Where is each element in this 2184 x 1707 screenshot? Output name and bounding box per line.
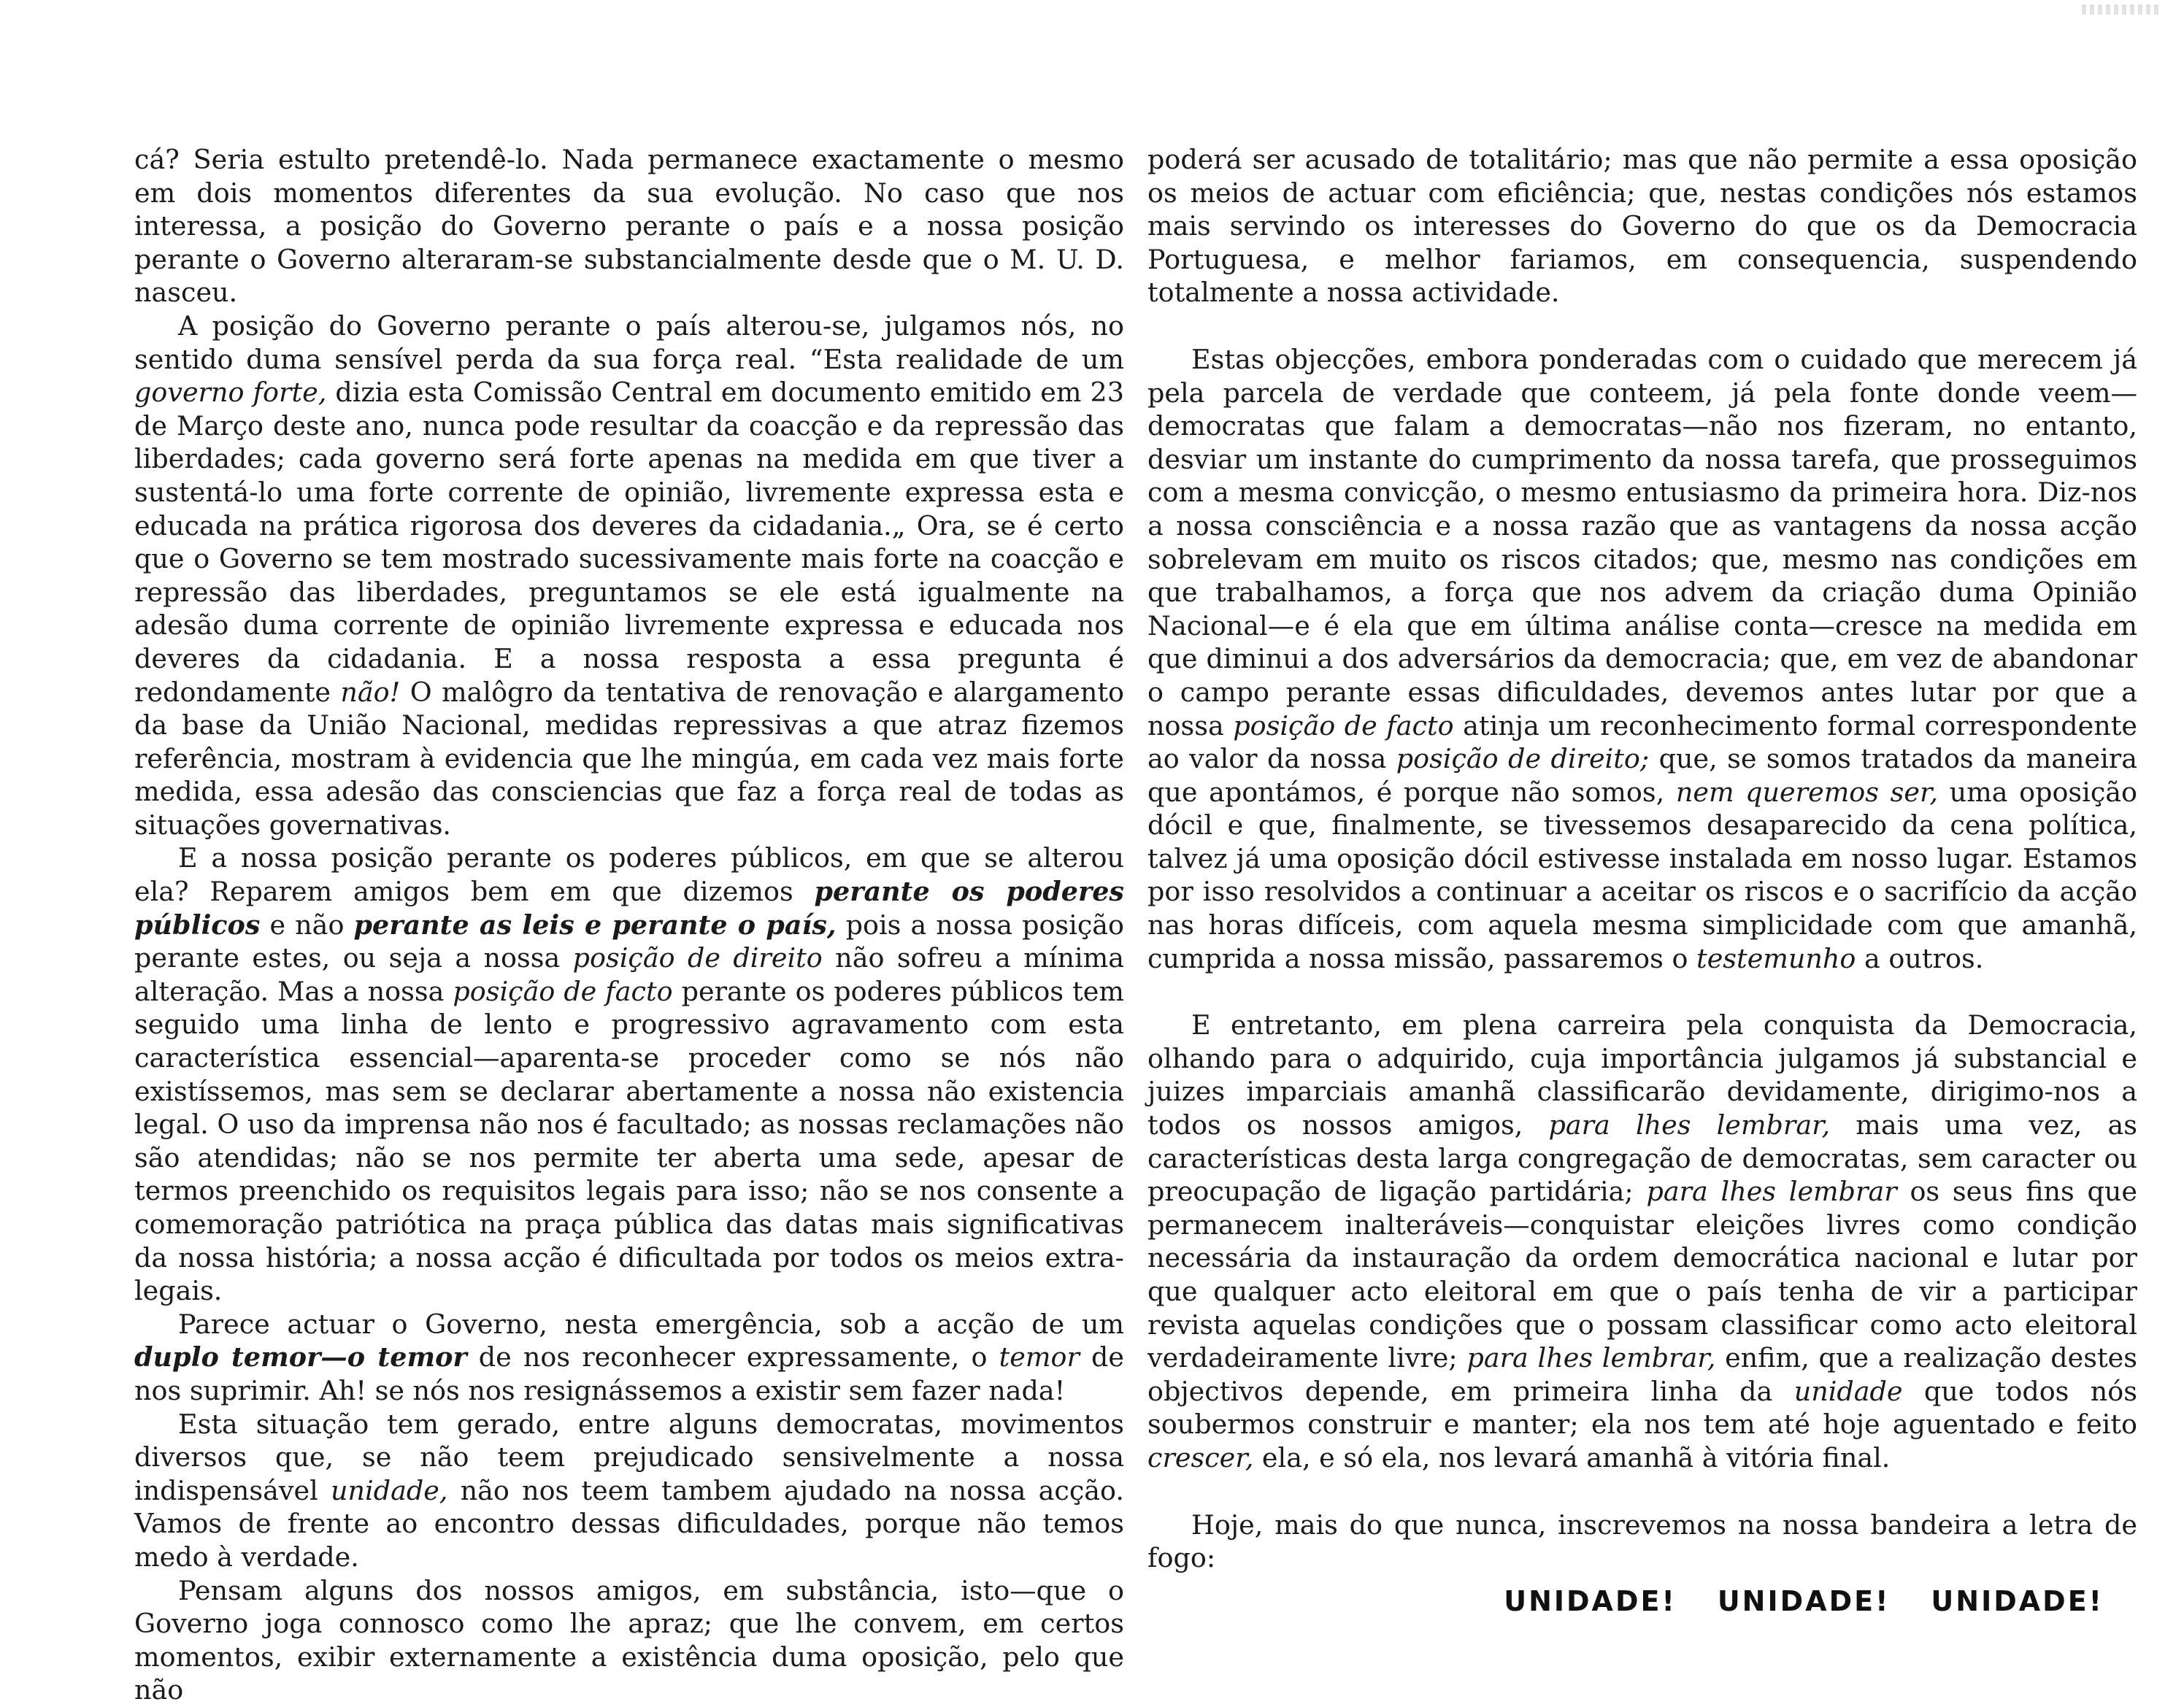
paragraph-gap: [1147, 309, 2137, 343]
text-run: Esta situação tem gerado, entre alguns democratas, movimentos diversos que, se não teem prejudicado sensivelmente a nossa indispensável: [134, 1408, 1124, 1506]
emphasis: posição de direito: [572, 942, 823, 974]
text-run: perante os poderes públicos tem seguido uma linha de lento e progressivo agravamento com esta característica essencial—aparenta-se proceder como se nós não existíssemos, mas sem se declarar abertamente a nossa não existencia legal. O uso da imprensa não nos é facultado; as nossas reclamações não são atendidas; não se nos permite ter aberta uma sede, apesar de termos preenchido os requisitos legais para isso; não se nos consente a comemoração patriótica na praça pública das datas mais significativas da nossa história; a nossa acção é dificultada por todos os meios extra-legais.: [134, 975, 1124, 1307]
paragraph-6: [134, 1574, 1124, 1707]
slogan-word: UNIDADE!: [1504, 1585, 1677, 1617]
text-run: que todos nós soubermos construir e manter; ela nos tem até hoje aguentado e feito: [1147, 1375, 2137, 1441]
text-run: Hoje, mais do que nunca, inscrevemos na nossa bandeira a letra de fogo:: [1147, 1508, 2137, 1574]
paragraph-7: [1147, 143, 2137, 309]
text-run: pois a nossa posição perante estes, ou seja a nossa: [134, 909, 1125, 974]
emphasis: testemunho: [1696, 942, 1856, 974]
paragraph-8: [1147, 343, 2137, 975]
paragraph-9: [1147, 1009, 2137, 1474]
text-run: de nos suprimir. Ah! se nós nos resignássemos a existir sem fazer nada!: [134, 1341, 1125, 1406]
text-run: não sofreu a mínima alteração. Mas a nossa: [134, 942, 1125, 1007]
paragraph-3: [134, 841, 1124, 1307]
text-run: O malôgro da tentativa de renovação e alargamento da base da União Nacional, medidas repressivas a que atraz fizemos referência, mostram à evidencia que lhe mingúa, em cada vez mais forte medida, essa adesão das consciencias que faz a força real de todas as situações governativas.: [134, 676, 1124, 841]
text-run: os seus fins que permanecem inalteráveis—conquistar eleições livres como condição necessária da instauração da ordem democrática nacional e lutar por que qualquer acto eleitoral em que o país tenha de vir a participar revista aquelas condições que o possam classificar como acto eleitoral verdadeiramente livre;: [1147, 1176, 2138, 1374]
paragraph-gap: [1147, 975, 2137, 1009]
paragraph-2: [134, 309, 1124, 842]
slogan-word: UNIDADE!: [1717, 1585, 1891, 1617]
text-run: poderá ser acusado de totalitário; mas que não permite a essa oposição os meios de actuar com eficiência; que, nestas condições nós estamos mais servindo os interesses do Governo do que os da Democracia Portuguesa, e melhor fariamos, em consequencia, suspendendo totalmente a nossa actividade.: [1147, 144, 2137, 309]
paragraph-1: [134, 143, 1124, 309]
slogan-word: UNIDADE!: [1931, 1585, 2104, 1617]
emphasis: para lhes lembrar,: [1548, 1109, 1831, 1141]
text-run: que, se somos tratados da maneira que apontámos, é porque não somos,: [1147, 743, 2137, 808]
emphasis: nem queremos ser,: [1675, 776, 1938, 808]
emphasis: perante as leis e perante o país,: [353, 909, 837, 941]
text-run: dizia esta Comissão Central em documento emitido em 23 de Março deste ano, nunca pode resultar da coacção e da repressão das liberdades; cada governo será forte apenas na medida em que tiver a sustentá-lo uma forte corrente de opinião, livremente expressa esta e educada na prática rigorosa dos deveres da cidadania.„ Ora, se é certo que o Governo se tem mostrado sucessivamente mais forte na coacção e repressão das liberdades, preguntamos se ele está igualmente na adesão duma corrente de opinião livremente expressa e educada nos deveres da cidadania. E a nossa resposta a essa pregunta é redondamente: [134, 377, 1124, 708]
right-column: [1147, 143, 2137, 1575]
emphasis: governo forte,: [134, 377, 327, 409]
paragraph-gap: [1147, 1475, 2137, 1508]
text-run: Parece actuar o Governo, nesta emergência, sob a acção de um: [178, 1308, 1124, 1340]
text-run: uma oposição dócil e que, finalmente, se tivessemos desaparecido da cena política, talvez já uma oposição dócil estivesse instalada em nosso lugar. Estamos por isso resolvidos a continuar a aceitar os riscos e o sacrifício da acção nas horas difíceis, com aquela mesma simplicidade com que amanhã, cumprida a nossa missão, passaremos o: [1147, 776, 2138, 974]
text-run: cá? Seria estulto pretendê-lo. Nada permanece exactamente o mesmo em dois momentos diferentes da sua evolução. No caso que nos interessa, a posição do Governo perante o país e a nossa posição perante o Governo alteraram-se substancialmente desde que o M. U. D. nasceu.: [134, 144, 1124, 309]
emphasis: unidade,: [331, 1474, 448, 1506]
slogan: [1504, 1585, 2104, 1617]
emphasis: para lhes lembrar,: [1466, 1342, 1716, 1374]
emphasis: crescer,: [1147, 1441, 1254, 1473]
emphasis: temor: [999, 1341, 1080, 1373]
text-run: enfim, que a realização destes objectivos depende, em primeira linha da: [1147, 1342, 2137, 1407]
scan-mark: [2082, 4, 2162, 15]
paragraph-5: [134, 1408, 1124, 1574]
text-run: Estas objecções, embora ponderadas com o cuidado que merecem já pela parcela de verdade que conteem, já pela fonte donde veem—democratas que falam a democratas—não nos fizeram, no entanto, desviar um instante do cumprimento da nossa tarefa, que prosseguimos com a mesma convicção, o mesmo entusiasmo da primeira hora. Diz-nos a nossa consciência e a nossa razão que as vantagens da nossa acção sobrelevam em muito os riscos citados; que, mesmo nas condições em que trabalhamos, a força que nos advem da criação duma Opinião Nacional—e é ela que em última análise conta—cresce na medida em que diminui a dos adversários da democracia; que, em vez de abandonar o campo perante essas dificuldades, devemos antes lutar por que a nossa: [1147, 343, 2137, 741]
emphasis: posição de facto: [453, 975, 673, 1007]
text-run: a outros.: [1856, 942, 1984, 974]
text-run: A posição do Governo perante o país alterou-se, julgamos nós, no sentido duma sensível perda da sua força real. “Esta realidade de um: [134, 309, 1124, 375]
left-column: [134, 143, 1124, 1707]
emphasis: perante os poderes públicos: [134, 876, 1124, 941]
paragraph-4: [134, 1308, 1124, 1408]
text-run: de nos reconhecer expressamente, o: [466, 1341, 999, 1373]
text-run: E a nossa posição perante os poderes públicos, em que se alterou ela? Reparem amigos bem em que dizemos: [134, 842, 1124, 908]
text-run: ela, e só ela, nos levará amanhã à vitória final.: [1253, 1441, 1891, 1473]
emphasis: unidade: [1793, 1375, 1903, 1407]
text-run: atinja um reconhecimento formal correspondente ao valor da nossa: [1147, 709, 2137, 775]
emphasis: duplo temor—o temor: [134, 1341, 467, 1373]
text-run: e não: [260, 909, 354, 941]
text-run: Pensam alguns dos nossos amigos, em substância, isto—que o Governo joga connosco como lhe apraz; que lhe convem, em certos momentos, exibir externamente a existência duma oposição, pelo que não: [134, 1574, 1124, 1706]
paragraph-10: [1147, 1508, 2137, 1575]
emphasis: posição de direito;: [1396, 743, 1650, 775]
text-run: E entretanto, em plena carreira pela conquista da Democracia, olhando para o adquirido, cuja importância julgamos já substancial e juizes imparciais amanhã classificarão devidamente, dirigimo-nos a todos os nossos amigos,: [1147, 1009, 2137, 1141]
text-run: não nos teem tambem ajudado na nossa acção. Vamos de frente ao encontro dessas dificuldades, porque não temos medo à verdade.: [134, 1474, 1124, 1573]
text-run: mais uma vez, as características desta larga congregação de democratas, sem caracter ou preocupação de ligação partidária;: [1147, 1109, 2137, 1208]
emphasis: não!: [340, 676, 401, 708]
emphasis: para lhes lembrar: [1646, 1176, 1897, 1208]
emphasis: posição de facto: [1233, 709, 1454, 741]
